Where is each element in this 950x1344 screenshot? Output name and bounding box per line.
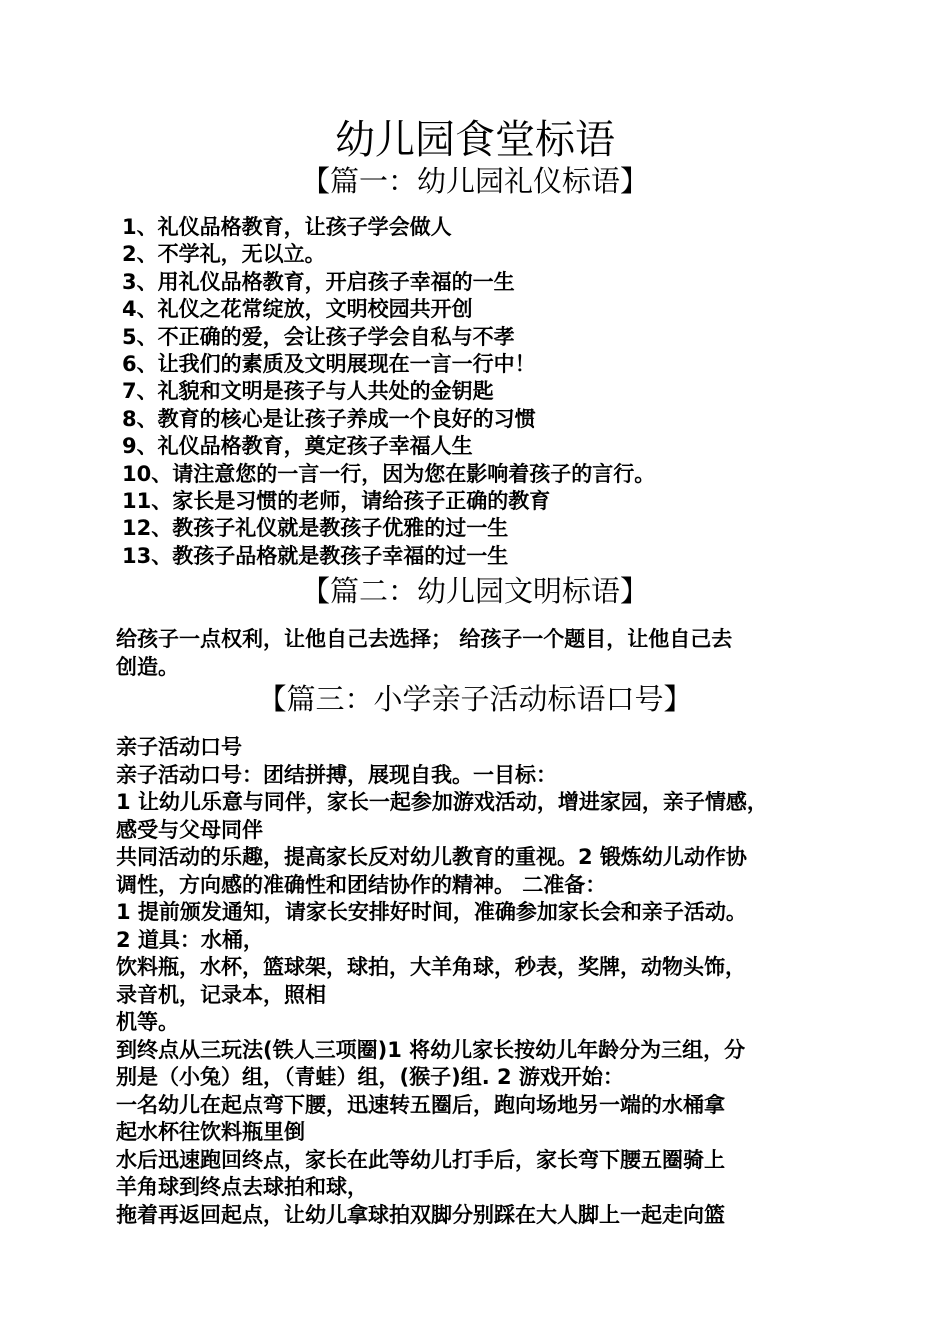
paragraph-line: 创造。: [116, 654, 179, 679]
section-2-heading: 【篇二：幼儿园文明标语】: [300, 574, 649, 608]
paragraph-line: 饮料瓶，水杯，篮球架，球拍，大羊角球，秒表，奖牌，动物头饰，: [116, 955, 746, 979]
paragraph-line: 别是（小兔）组，（青蛙）组，(猴子)组. 2 游戏开始：: [116, 1065, 624, 1089]
paragraph-line: 羊角球到终点去球拍和球，: [116, 1175, 368, 1199]
section-3-paragraph: [116, 734, 768, 1229]
list-item: 5、不正确的爱，会让孩子学会自私与不孝: [122, 324, 515, 349]
paragraph-line: 起水杯往饮料瓶里倒: [116, 1120, 305, 1144]
paragraph-line: 1 提前颁发通知，请家长安排好时间，准确参加家长会和亲子活动。: [116, 900, 747, 924]
paragraph-line: 共同活动的乐趣，提高家长反对幼儿教育的重视。2 锻炼幼儿动作协: [116, 845, 747, 869]
paragraph-line: 亲子活动口号：团结拼搏，展现自我。一目标：: [116, 762, 557, 787]
paragraph-line: 拖着再返回起点，让幼儿拿球拍双脚分别踩在大人脚上一起走向篮: [116, 1202, 725, 1227]
section-2-paragraph: [116, 626, 732, 681]
list-item: 8、教育的核心是让孩子养成一个良好的习惯: [122, 406, 536, 431]
list-item: 9、礼仪品格教育，奠定孩子幸福人生: [122, 434, 473, 459]
list-item: 6、让我们的素质及文明展现在一言一行中！: [122, 351, 536, 376]
paragraph-line: 到终点从三玩法(铁人三项圈)1 将幼儿家长按幼儿年龄分为三组，分: [116, 1037, 746, 1062]
list-item: 12、教孩子礼仪就是教孩子优雅的过一生: [122, 516, 509, 541]
list-item: 11、家长是习惯的老师，请给孩子正确的教育: [122, 488, 551, 513]
paragraph-line: 机等。: [116, 1010, 179, 1034]
section-1-heading: 【篇一：幼儿园礼仪标语】: [300, 164, 649, 198]
paragraph-line: 感受与父母同伴: [116, 817, 263, 842]
list-item: 10、请注意您的一言一行，因为您在影响着孩子的言行。: [122, 461, 656, 486]
paragraph-line: 水后迅速跑回终点，家长在此等幼儿打手后，家长弯下腰五圈骑上: [116, 1147, 725, 1172]
list-item: 7、礼貌和文明是孩子与人共处的金钥匙: [122, 379, 494, 404]
paragraph-line: 1 让幼儿乐意与同伴，家长一起参加游戏活动，增进家园，亲子情感，: [116, 790, 768, 814]
list-item: 1、礼仪品格教育，让孩子学会做人: [122, 215, 452, 239]
list-item: 4、礼仪之花常绽放，文明校园共开创: [122, 297, 473, 322]
paragraph-line: 2 道具：水桶，: [116, 927, 264, 952]
section-3-heading: 【篇三：小学亲子活动标语口号】: [257, 682, 693, 716]
paragraph-line: 给孩子一点权利，让他自己去选择； 给孩子一个题目，让他自己去: [116, 627, 733, 651]
document-title: 幼儿园食堂标语: [335, 117, 615, 163]
list-item: 13、教孩子品格就是教孩子幸福的过一生: [122, 543, 509, 568]
list-item: 3、用礼仪品格教育，开启孩子幸福的一生: [122, 269, 515, 294]
paragraph-line: 调性，方向感的准确性和团结协作的精神。 二准备：: [116, 872, 607, 897]
paragraph-line: 录音机，记录本，照相: [116, 982, 326, 1007]
list-item: 2、不学礼，无以立。: [122, 242, 326, 267]
paragraph-line: 亲子活动口号: [116, 735, 242, 759]
paragraph-line: 一名幼儿在起点弯下腰，迅速转五圈后，跑向场地另一端的水桶拿: [116, 1092, 725, 1117]
section-1-list: [122, 214, 655, 570]
